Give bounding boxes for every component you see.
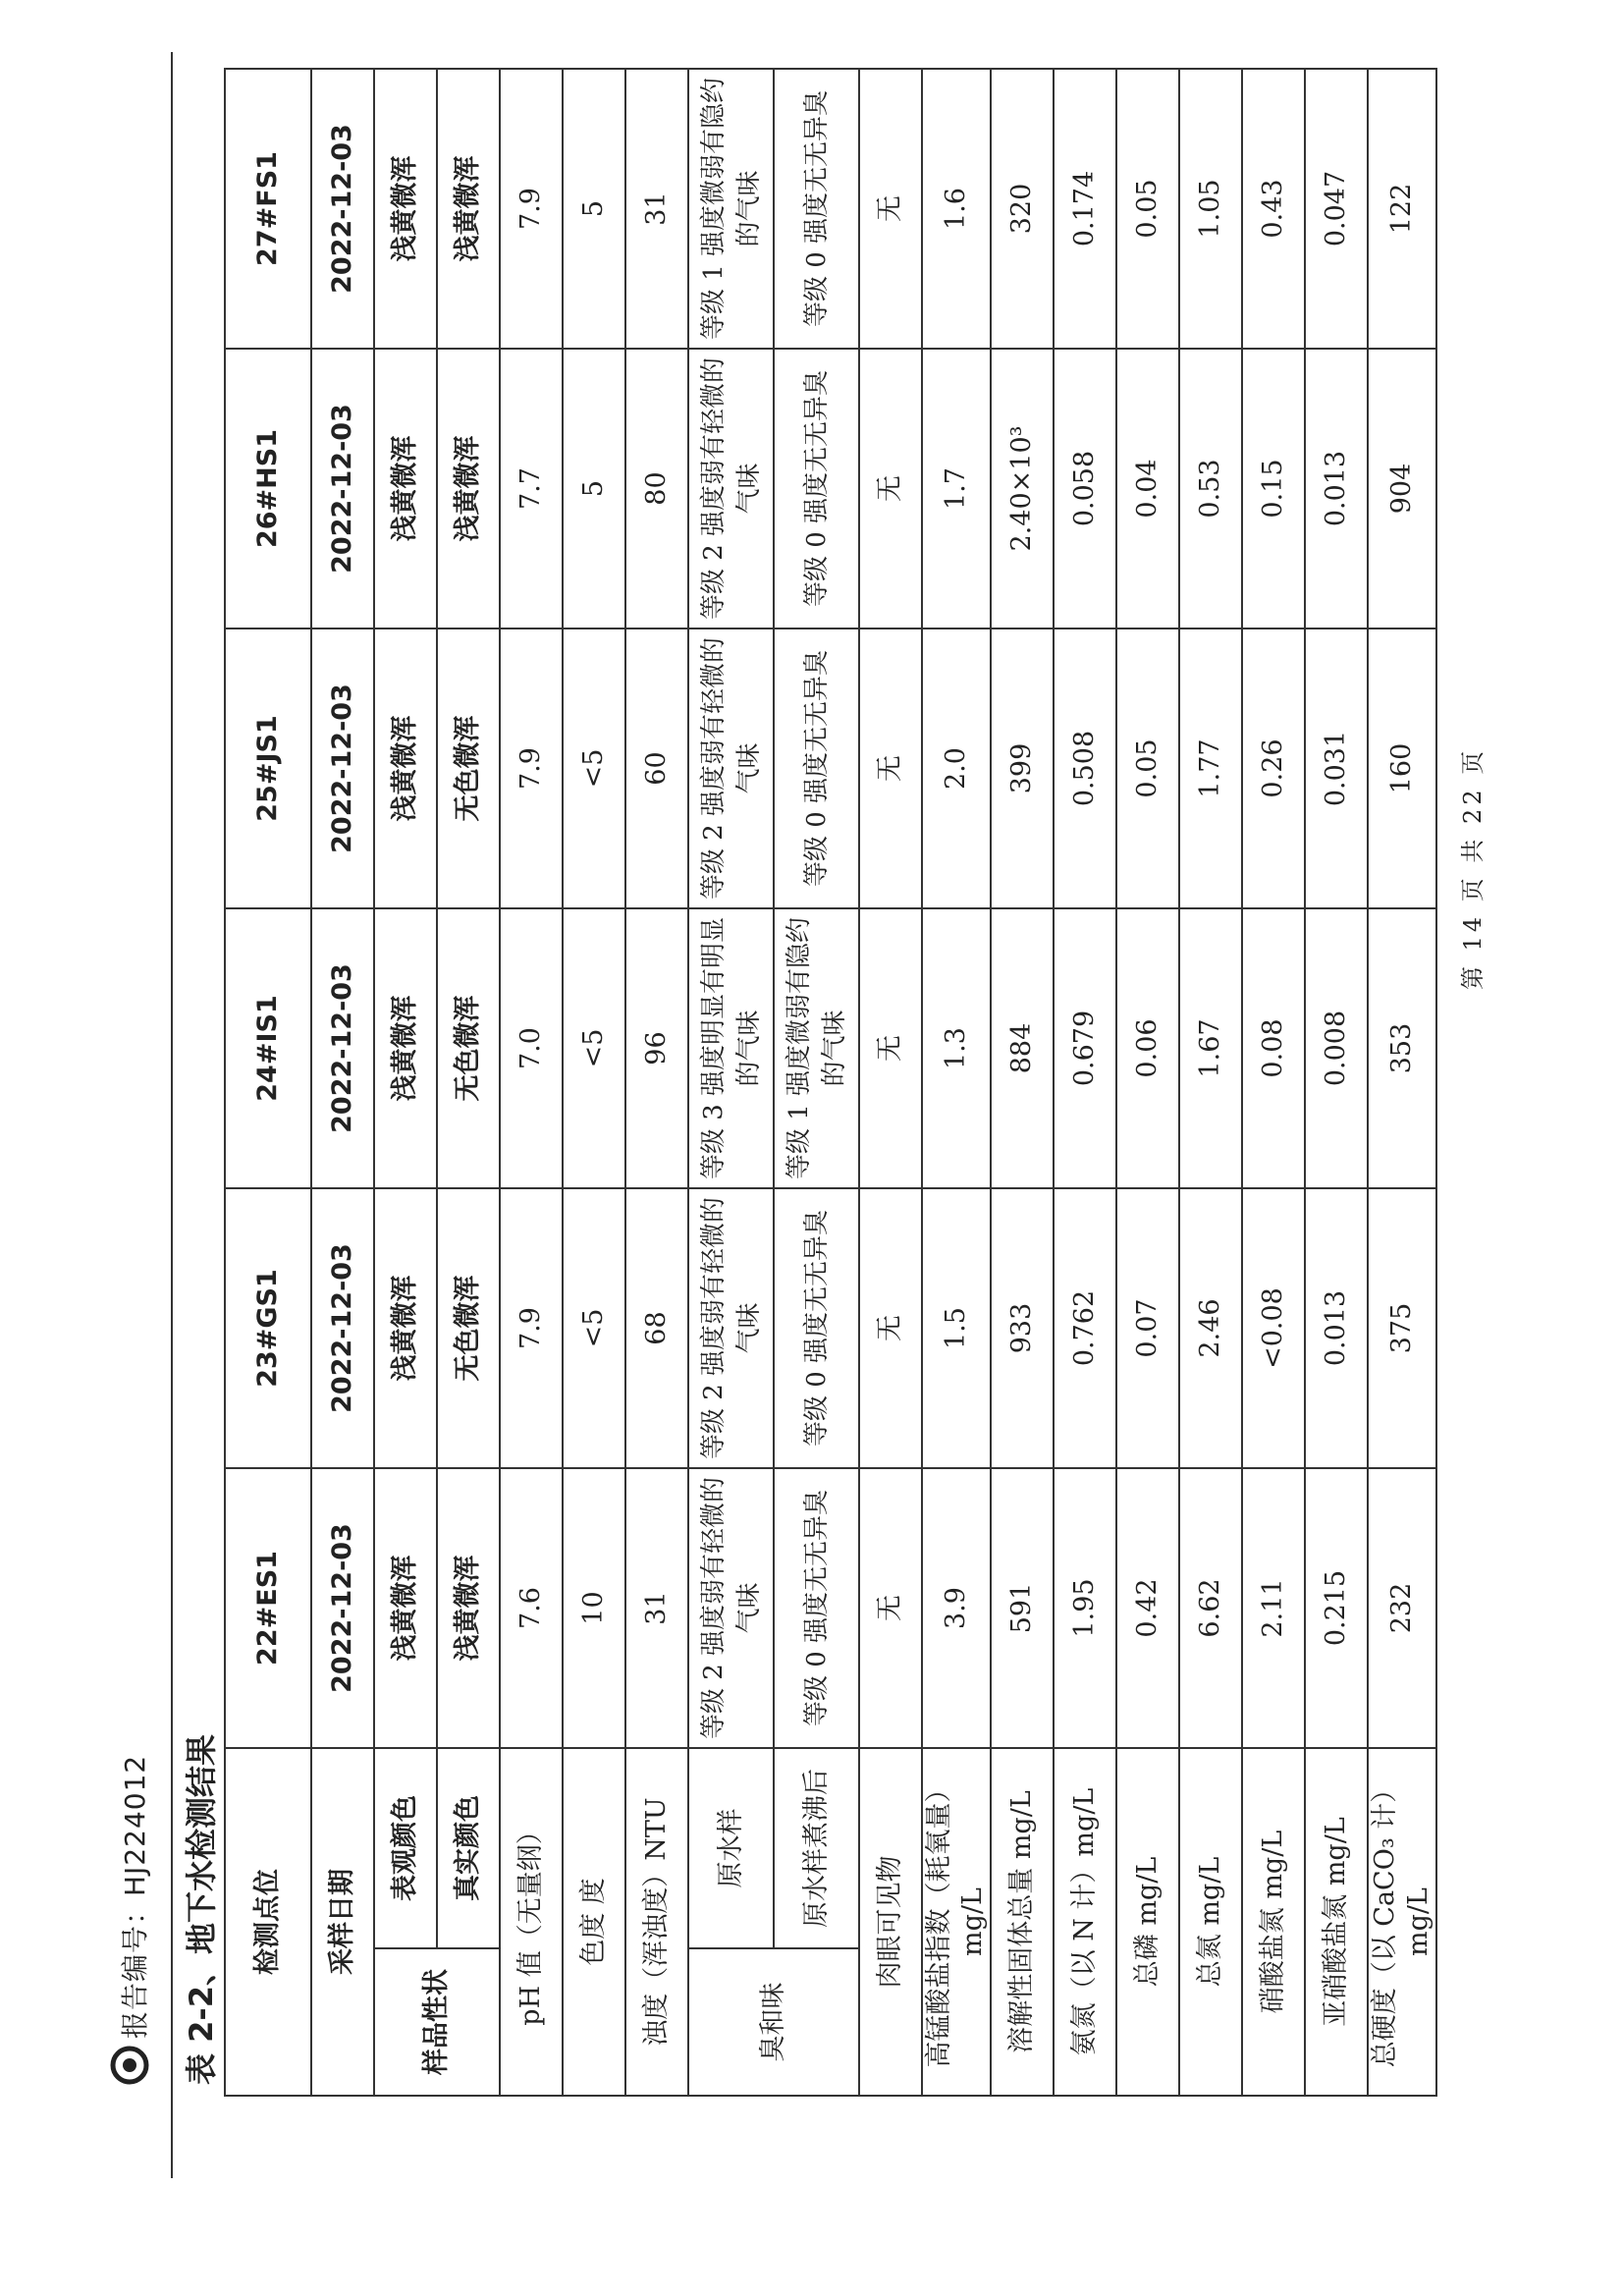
visible-cell: 无 (859, 1188, 922, 1468)
hardness-cell: 232 (1368, 1468, 1436, 1748)
apparent-color-cell: 浅黄微浑 (374, 69, 437, 349)
chroma-cell: <5 (563, 1188, 625, 1468)
true-color-cell: 无色微浑 (437, 629, 500, 908)
tds-cell: 884 (991, 908, 1054, 1188)
location-cell: 24#IS1 (225, 908, 311, 1188)
permanganate-cell: 3.9 (922, 1468, 991, 1748)
header-divider (171, 52, 173, 2178)
row-ph (500, 69, 563, 2096)
header-true-color: 真实颜色 (437, 1748, 500, 1948)
row-nitrite (1305, 69, 1368, 2096)
turbidity-cell: 60 (625, 629, 688, 908)
total-phosphorus-cell: 0.06 (1116, 908, 1179, 1188)
nitrate-cell: 0.15 (1242, 349, 1305, 629)
header-total-phosphorus: 总磷 mg/L (1116, 1748, 1179, 2096)
hardness-cell: 353 (1368, 908, 1436, 1188)
odor-boiled-cell: 等级 1 强度微弱有隐约的气味 (774, 908, 859, 1188)
chroma-cell: 10 (563, 1468, 625, 1748)
turbidity-cell: 80 (625, 349, 688, 629)
total-nitrogen-cell: 6.62 (1179, 1468, 1242, 1748)
apparent-color-cell: 浅黄微浑 (374, 349, 437, 629)
ph-cell: 7.7 (500, 349, 563, 629)
nitrite-cell: 0.031 (1305, 629, 1368, 908)
header-permanganate: 高锰酸盐指数（耗氧量）mg/L (922, 1748, 991, 2096)
location-cell: 23#GS1 (225, 1188, 311, 1468)
visible-cell: 无 (859, 908, 922, 1188)
row-permanganate (922, 69, 991, 2096)
company-logo-icon (110, 2046, 149, 2085)
table-title: 表 2-2、地下水检测结果 (183, 1734, 220, 2085)
ph-cell: 7.9 (500, 69, 563, 349)
turbidity-cell: 31 (625, 1468, 688, 1748)
permanganate-cell: 2.0 (922, 629, 991, 908)
header-nitrate: 硝酸盐氮 mg/L (1242, 1748, 1305, 2096)
ph-cell: 7.9 (500, 629, 563, 908)
ammonia-cell: 1.95 (1054, 1468, 1116, 1748)
ph-cell: 7.6 (500, 1468, 563, 1748)
true-color-cell: 浅黄微浑 (437, 1468, 500, 1748)
header-chroma: 色度 度 (563, 1748, 625, 2096)
nitrite-cell: 0.013 (1305, 349, 1368, 629)
date-cell: 2022-12-03 (311, 69, 374, 349)
date-cell: 2022-12-03 (311, 908, 374, 1188)
ammonia-cell: 0.679 (1054, 908, 1116, 1188)
header-ammonia: 氨氮（以 N 计）mg/L (1054, 1748, 1116, 2096)
header-location: 检测点位 (225, 1748, 311, 2096)
ammonia-cell: 0.508 (1054, 629, 1116, 908)
tds-cell: 591 (991, 1468, 1054, 1748)
nitrate-cell: 2.11 (1242, 1468, 1305, 1748)
date-cell: 2022-12-03 (311, 629, 374, 908)
apparent-color-cell: 浅黄微浑 (374, 1468, 437, 1748)
header-ph: pH 值（无量纲） (500, 1748, 563, 2096)
header-total-nitrogen: 总氮 mg/L (1179, 1748, 1242, 2096)
odor-boiled-cell: 等级 0 强度无无异臭 (774, 69, 859, 349)
ammonia-cell: 0.058 (1054, 349, 1116, 629)
odor-boiled-cell: 等级 0 强度无无异臭 (774, 1468, 859, 1748)
true-color-cell: 浅黄微浑 (437, 349, 500, 629)
ammonia-cell: 0.174 (1054, 69, 1116, 349)
nitrate-cell: 0.08 (1242, 908, 1305, 1188)
odor-raw-cell: 等级 2 强度弱有轻微的气味 (688, 1468, 774, 1748)
row-tds (991, 69, 1054, 2096)
odor-boiled-cell: 等级 0 强度无无异臭 (774, 1188, 859, 1468)
nitrite-cell: 0.013 (1305, 1188, 1368, 1468)
row-visible (859, 69, 922, 2096)
total-phosphorus-cell: 0.05 (1116, 629, 1179, 908)
row-nitrate (1242, 69, 1305, 2096)
date-cell: 2022-12-03 (311, 1468, 374, 1748)
location-cell: 25#JS1 (225, 629, 311, 908)
odor-boiled-cell: 等级 0 强度无无异臭 (774, 629, 859, 908)
odor-raw-cell: 等级 2 强度弱有轻微的气味 (688, 629, 774, 908)
date-cell: 2022-12-03 (311, 1188, 374, 1468)
page-number: 第 14 页 共 22 页 (1459, 746, 1487, 990)
permanganate-cell: 1.7 (922, 349, 991, 629)
total-phosphorus-cell: 0.05 (1116, 69, 1179, 349)
turbidity-cell: 31 (625, 69, 688, 349)
header-tds: 溶解性固体总量 mg/L (991, 1748, 1054, 2096)
odor-raw-cell: 等级 2 强度弱有轻微的气味 (688, 349, 774, 629)
true-color-cell: 无色微浑 (437, 908, 500, 1188)
tds-cell: 399 (991, 629, 1054, 908)
nitrate-cell: 0.26 (1242, 629, 1305, 908)
tds-cell: 2.40×10³ (991, 349, 1054, 629)
total-nitrogen-cell: 1.67 (1179, 908, 1242, 1188)
total-nitrogen-cell: 0.53 (1179, 349, 1242, 629)
visible-cell: 无 (859, 69, 922, 349)
tds-cell: 320 (991, 69, 1054, 349)
chroma-cell: <5 (563, 629, 625, 908)
nitrate-cell: <0.08 (1242, 1188, 1305, 1468)
ammonia-cell: 0.762 (1054, 1188, 1116, 1468)
apparent-color-cell: 浅黄微浑 (374, 1188, 437, 1468)
true-color-cell: 浅黄微浑 (437, 69, 500, 349)
true-color-cell: 无色微浑 (437, 1188, 500, 1468)
header-hardness: 总硬度（以 CaCO₃ 计）mg/L (1368, 1748, 1436, 2096)
total-phosphorus-cell: 0.04 (1116, 349, 1179, 629)
ph-cell: 7.0 (500, 908, 563, 1188)
permanganate-cell: 1.5 (922, 1188, 991, 1468)
header-apparent-color: 表观颜色 (374, 1748, 437, 1948)
header-visible: 肉眼可见物 (859, 1748, 922, 2096)
row-odor-boiled (774, 69, 859, 2096)
turbidity-cell: 96 (625, 908, 688, 1188)
header-date: 采样日期 (311, 1748, 374, 2096)
header-sample-character: 样品性状 (374, 1948, 500, 2096)
turbidity-cell: 68 (625, 1188, 688, 1468)
report-number: 报告编号：HJ224012 (119, 1754, 151, 2039)
chroma-cell: <5 (563, 908, 625, 1188)
row-location (225, 69, 311, 2096)
total-phosphorus-cell: 0.07 (1116, 1188, 1179, 1468)
row-date (311, 69, 374, 2096)
nitrite-cell: 0.215 (1305, 1468, 1368, 1748)
total-phosphorus-cell: 0.42 (1116, 1468, 1179, 1748)
total-nitrogen-cell: 2.46 (1179, 1188, 1242, 1468)
row-true-color (437, 69, 500, 2096)
date-cell: 2022-12-03 (311, 349, 374, 629)
header-odor: 臭和味 (688, 1948, 859, 2096)
header-odor-raw: 原水样 (688, 1748, 774, 1948)
total-nitrogen-cell: 1.77 (1179, 629, 1242, 908)
hardness-cell: 904 (1368, 349, 1436, 629)
location-cell: 26#HS1 (225, 349, 311, 629)
row-total-phosphorus (1116, 69, 1179, 2096)
ph-cell: 7.9 (500, 1188, 563, 1468)
row-odor-raw (688, 69, 774, 2096)
visible-cell: 无 (859, 349, 922, 629)
row-hardness (1368, 69, 1436, 2096)
hardness-cell: 122 (1368, 69, 1436, 349)
nitrite-cell: 0.047 (1305, 69, 1368, 349)
odor-raw-cell: 等级 2 强度弱有轻微的气味 (688, 1188, 774, 1468)
permanganate-cell: 1.6 (922, 69, 991, 349)
chroma-cell: 5 (563, 349, 625, 629)
header-turbidity: 浊度（浑浊度）NTU (625, 1748, 688, 2096)
location-cell: 22#ES1 (225, 1468, 311, 1748)
tds-cell: 933 (991, 1188, 1054, 1468)
location-cell: 27#FS1 (225, 69, 311, 349)
apparent-color-cell: 浅黄微浑 (374, 908, 437, 1188)
header-nitrite: 亚硝酸盐氮 mg/L (1305, 1748, 1368, 2096)
odor-raw-cell: 等级 3 强度明显有明显的气味 (688, 908, 774, 1188)
nitrite-cell: 0.008 (1305, 908, 1368, 1188)
row-turbidity (625, 69, 688, 2096)
header-odor-boiled: 原水样煮沸后 (774, 1748, 859, 1948)
odor-raw-cell: 等级 1 强度微弱有隐约的气味 (688, 69, 774, 349)
permanganate-cell: 1.3 (922, 908, 991, 1188)
groundwater-results-table (224, 68, 1437, 2097)
total-nitrogen-cell: 1.05 (1179, 69, 1242, 349)
hardness-cell: 375 (1368, 1188, 1436, 1468)
row-chroma (563, 69, 625, 2096)
row-total-nitrogen (1179, 69, 1242, 2096)
chroma-cell: 5 (563, 69, 625, 349)
nitrate-cell: 0.43 (1242, 69, 1305, 349)
row-apparent-color (374, 69, 437, 2096)
row-ammonia (1054, 69, 1116, 2096)
visible-cell: 无 (859, 629, 922, 908)
apparent-color-cell: 浅黄微浑 (374, 629, 437, 908)
visible-cell: 无 (859, 1468, 922, 1748)
hardness-cell: 160 (1368, 629, 1436, 908)
odor-boiled-cell: 等级 0 强度无无异臭 (774, 349, 859, 629)
